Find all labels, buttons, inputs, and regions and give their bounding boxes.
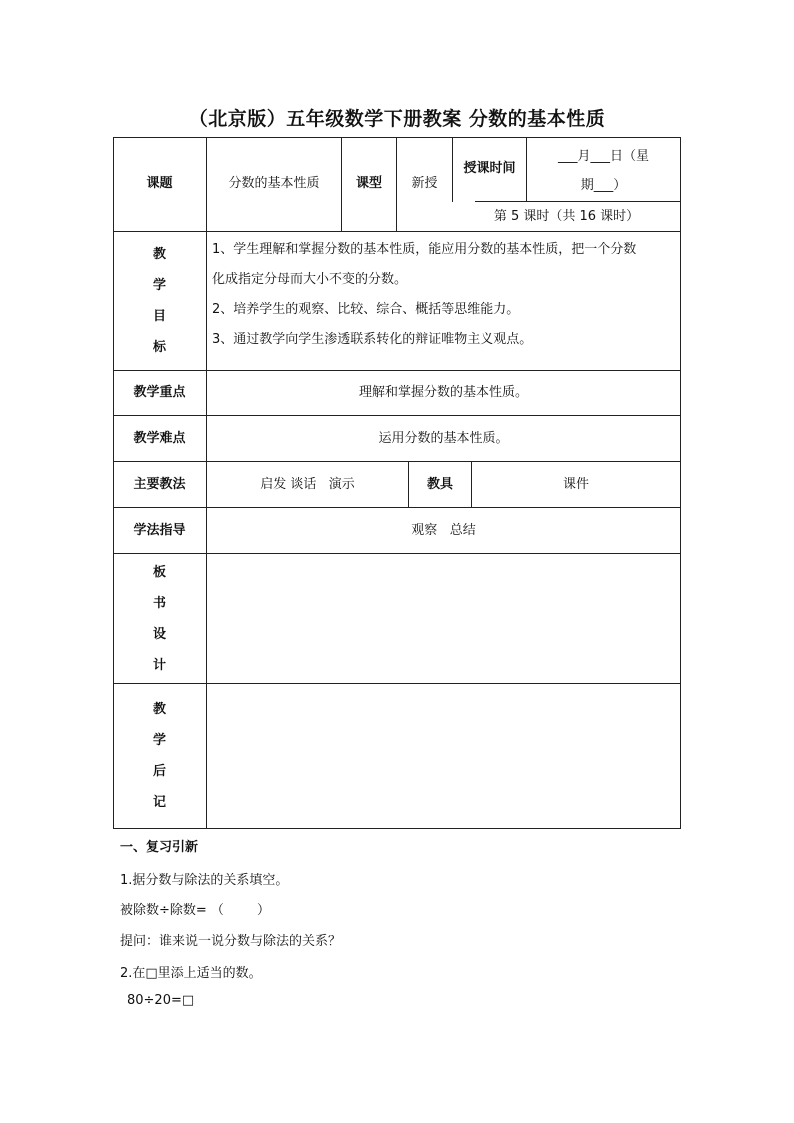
lesson-type-label: 课型 xyxy=(355,176,382,192)
question-2: 2.在□里添上适当的数。 xyxy=(120,966,262,981)
goals-list xyxy=(212,235,678,355)
subject-value: 分数的基本性质 xyxy=(228,176,320,192)
goal-item: 化成指定分母而大小不变的分数。 xyxy=(212,272,408,287)
goal-item: 1、学生理解和掌握分数的基本性质，能应用分数的基本性质，把一个分数 xyxy=(212,242,637,257)
reflection-label xyxy=(113,684,206,828)
goals-label-char: 标 xyxy=(152,340,166,355)
class-date xyxy=(527,141,680,201)
lesson-plan-table xyxy=(113,137,681,829)
question-1-formula: 被除数÷除数= （ ） xyxy=(120,903,270,918)
board-design-char: 设 xyxy=(152,626,166,642)
goals-label xyxy=(113,232,206,370)
study-guide-value: 观察 总结 xyxy=(411,522,476,538)
key-points-label: 教学重点 xyxy=(133,385,186,401)
lesson-type-value: 新授 xyxy=(411,176,438,192)
reflection-area xyxy=(207,684,680,828)
document-title: （北京版）五年级数学下册教案 分数的基本性质 xyxy=(188,108,606,130)
board-design-label xyxy=(113,554,206,683)
board-design-char: 板 xyxy=(152,564,166,580)
section-title: 一、复习引新 xyxy=(120,840,199,855)
reflection-char: 学 xyxy=(152,733,166,748)
methods-value: 启发 谈话 演示 xyxy=(260,476,355,492)
goals-label-char: 目 xyxy=(152,309,166,324)
methods-label: 主要教法 xyxy=(133,476,186,492)
reflection-char: 后 xyxy=(152,764,166,779)
reflection-char: 教 xyxy=(152,702,166,717)
question-1: 1.据分数与除法的关系填空。 xyxy=(120,873,289,888)
board-design-char: 书 xyxy=(152,595,166,611)
reflection-char: 记 xyxy=(152,795,166,810)
goal-item: 2、培养学生的观察、比较、综合、概括等思维能力。 xyxy=(212,302,520,317)
question-1-prompt: 提问：谁来说一说分数与除法的关系？ xyxy=(120,934,342,949)
difficulties-label: 教学难点 xyxy=(133,430,186,446)
board-design-char: 计 xyxy=(152,657,166,673)
date-line-2: 期___） xyxy=(580,178,627,193)
class-time-label: 授课时间 xyxy=(463,161,516,177)
board-design-area xyxy=(207,554,680,683)
study-guide-label: 学法指导 xyxy=(133,522,186,538)
teaching-tools-label: 教具 xyxy=(426,476,453,492)
difficulties-value: 运用分数的基本性质。 xyxy=(378,430,509,446)
goals-label-char: 教 xyxy=(152,247,166,262)
teaching-tools-value: 课件 xyxy=(562,476,589,492)
goals-label-char: 学 xyxy=(152,278,166,293)
key-points-value: 理解和掌握分数的基本性质。 xyxy=(358,385,528,401)
goal-item: 3、通过教学向学生渗透联系转化的辩证唯物主义观点。 xyxy=(212,332,533,347)
date-line-1: ___月___日（星 xyxy=(557,149,649,164)
lesson-count: 第 5 课时（共 16 课时） xyxy=(493,208,640,224)
subject-label: 课题 xyxy=(146,176,173,192)
question-2-expression: 80÷20=□ xyxy=(127,993,195,1008)
